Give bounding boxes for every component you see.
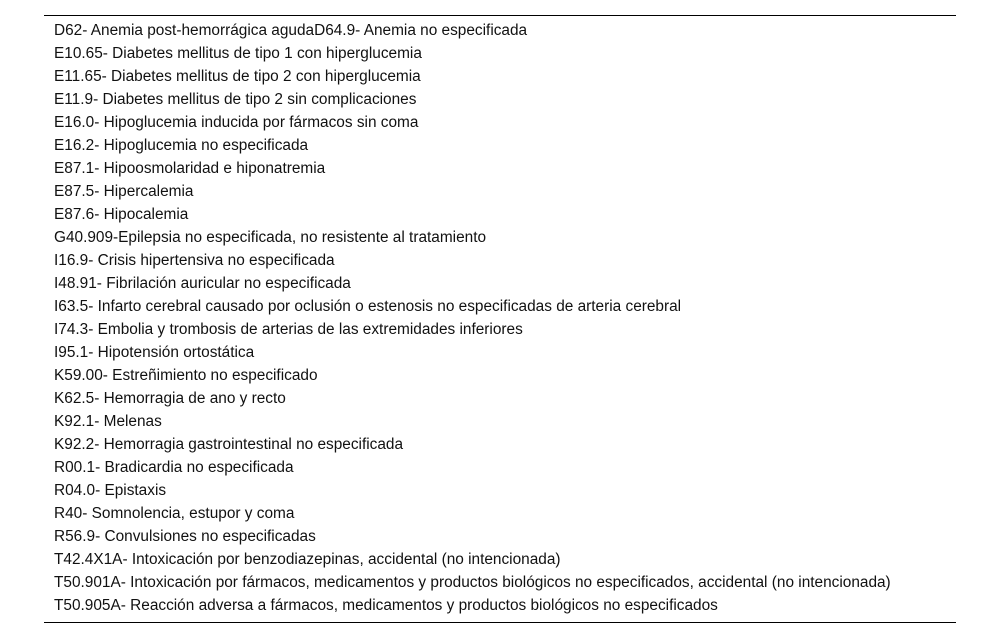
table-row: I74.3- Embolia y trombosis de arterias de las extremidades inferiores (54, 321, 523, 338)
table-row: E87.5- Hipercalemia (54, 183, 194, 200)
table-row: R04.0- Epistaxis (54, 482, 167, 499)
table-row: G40.909-Epilepsia no especificada, no resistente al tratamiento (54, 229, 487, 246)
table-row: K62.5- Hemorragia de ano y recto (54, 390, 286, 407)
table-row: K92.1- Melenas (54, 413, 162, 430)
diagnosis-code-list (44, 19, 956, 617)
table-row: E10.65- Diabetes mellitus de tipo 1 con hiperglucemia (54, 45, 422, 62)
table-row: R00.1- Bradicardia no especificada (54, 459, 294, 476)
table-row: D62- Anemia post-hemorrágica agudaD64.9- Anemia no especificada (54, 22, 528, 39)
table-row: T50.901A- Intoxicación por fármacos, medicamentos y productos biológicos no especificados, accidental (no intencionada) (54, 574, 891, 591)
table-row: E16.2- Hipoglucemia no especificada (54, 137, 309, 154)
table-row: T50.905A- Reacción adversa a fármacos, medicamentos y productos biológicos no especificados (54, 597, 718, 614)
table-row: I48.91- Fibrilación auricular no especificada (54, 275, 351, 292)
table-row: I63.5- Infarto cerebral causado por oclusión o estenosis no especificadas de arteria cerebral (54, 298, 682, 315)
table-row: E87.6- Hipocalemia (54, 206, 189, 223)
table-row: I95.1- Hipotensión ortostática (54, 344, 255, 361)
table-row: K59.00- Estreñimiento no especificado (54, 367, 318, 384)
table-row: K92.2- Hemorragia gastrointestinal no especificada (54, 436, 404, 453)
table-row: E11.65- Diabetes mellitus de tipo 2 con hiperglucemia (54, 68, 421, 85)
table-row: T42.4X1A- Intoxicación por benzodiazepinas, accidental (no intencionada) (54, 551, 561, 568)
diagnosis-code-table (44, 15, 956, 623)
table-row: R56.9- Convulsiones no especificadas (54, 528, 316, 545)
table-row: E11.9- Diabetes mellitus de tipo 2 sin complicaciones (54, 91, 417, 108)
table-row: E16.0- Hipoglucemia inducida por fármacos sin coma (54, 114, 419, 131)
table-row: E87.1- Hipoosmolaridad e hiponatremia (54, 160, 326, 177)
table-row: R40- Somnolencia, estupor y coma (54, 505, 295, 522)
table-row: I16.9- Crisis hipertensiva no especificada (54, 252, 335, 269)
